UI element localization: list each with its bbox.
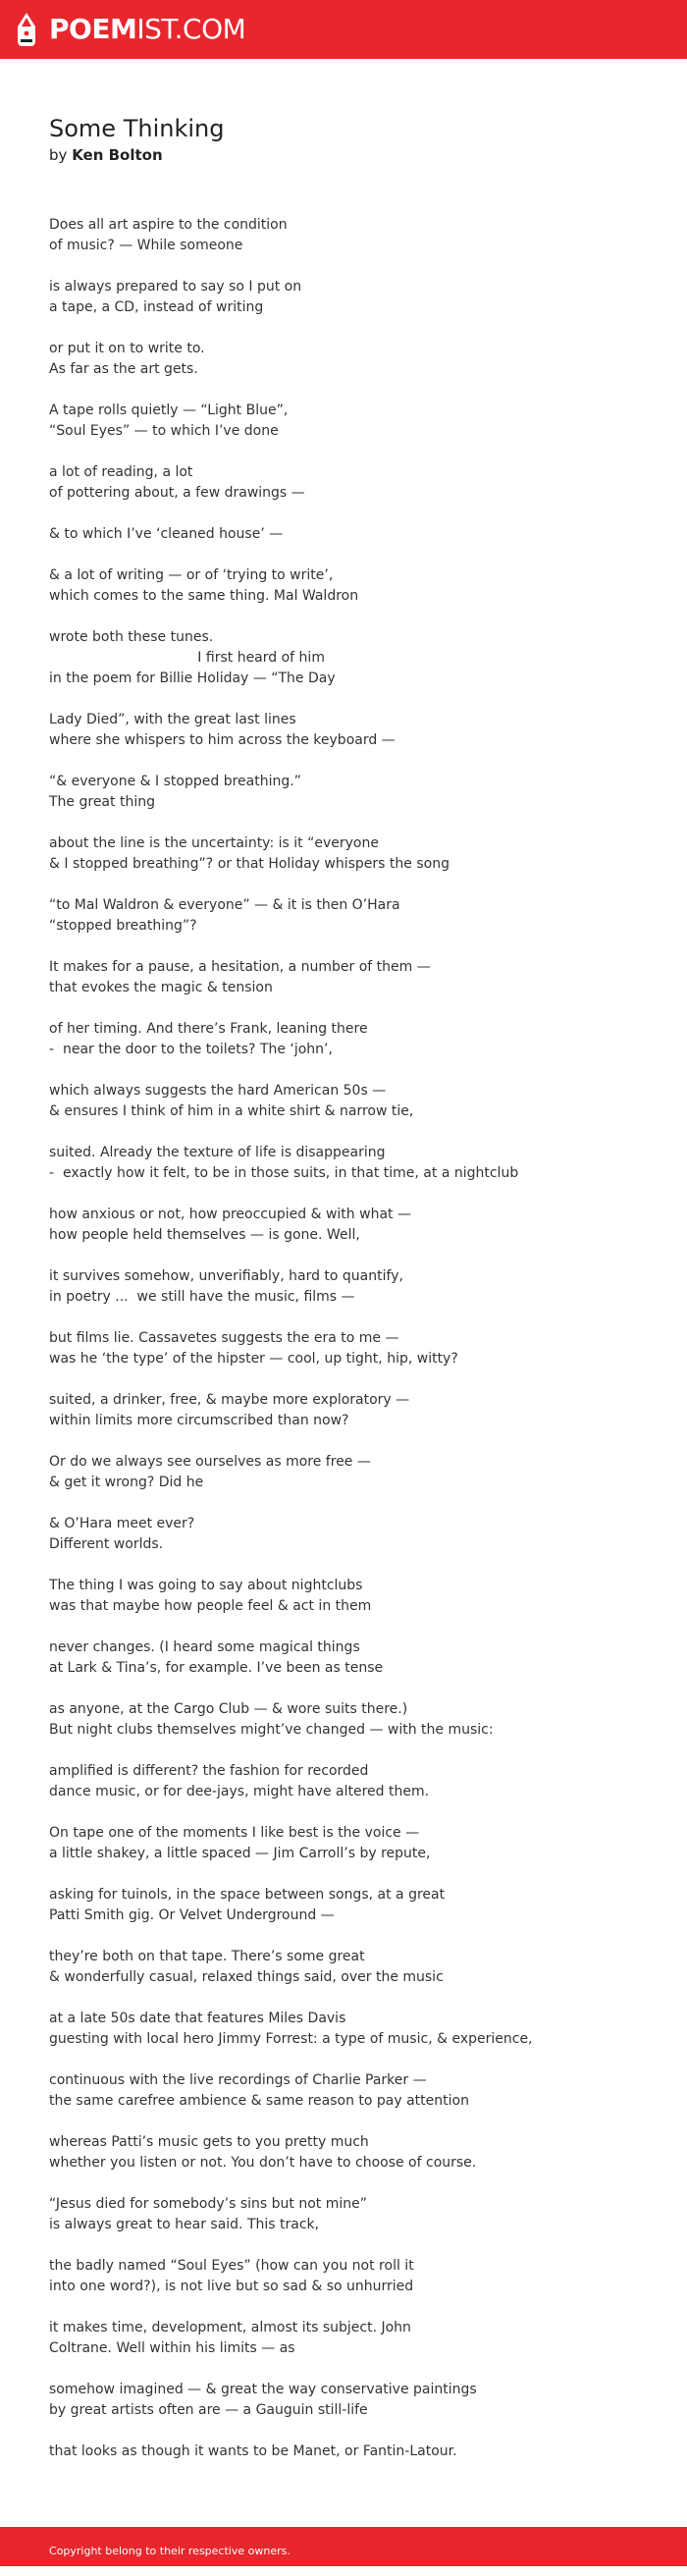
poem-line: but films lie. Cassavetes suggests the era to me —	[49, 1330, 399, 1346]
poem-stanza	[49, 2132, 658, 2174]
poem-line: or put it on to write to.	[49, 341, 205, 356]
poem-stanza	[49, 401, 658, 442]
poem-line: is always great to hear said. This track,	[49, 2217, 320, 2232]
poem-line: within limits more circumscribed than now?	[49, 1413, 349, 1428]
poem-stanza	[49, 1019, 658, 1060]
poem-line: a little shakey, a little spaced — Jim Carroll’s by repute,	[49, 1846, 431, 1861]
poem-line: they’re both on that tape. There’s some great	[49, 1949, 365, 1964]
poem-line: it makes time, development, almost its subject. John	[49, 2320, 411, 2335]
poem-line: “& everyone & I stopped breathing.”	[49, 774, 301, 789]
poem-stanza	[49, 2442, 658, 2462]
poem-line: “Jesus died for somebody’s sins but not mine”	[49, 2196, 367, 2212]
poem-body	[49, 215, 658, 2483]
poem-line: “to Mal Waldron & everyone” — & it is then O’Hara	[49, 897, 400, 913]
poem-line: & wonderfully casual, relaxed things said, over the music	[49, 1969, 444, 1985]
poem-line: of her timing. And there’s Frank, leaning there	[49, 1021, 368, 1037]
poem-line: The great thing	[49, 794, 155, 810]
site-header	[0, 0, 687, 59]
poem-line: guesting with local hero Jimmy Forrest: a type of music, & experience,	[49, 2031, 533, 2047]
poem-stanza	[49, 1699, 658, 1741]
copyright-notice: Copyright belong to their respective owners.	[49, 2545, 291, 2557]
poem-line: whereas Patti’s music gets to you pretty much	[49, 2134, 369, 2150]
poem-line: But night clubs themselves might’ve changed — with the music:	[49, 1722, 494, 1738]
poem-stanza	[49, 462, 658, 504]
poem-line: Or do we always see ourselves as more free —	[49, 1454, 371, 1470]
pen-nib-icon	[16, 12, 37, 47]
poem-stanza	[49, 627, 658, 689]
poem-stanza	[49, 772, 658, 813]
poem-line: that evokes the magic & tension	[49, 980, 273, 995]
poem-line: whether you listen or not. You don’t have to choose of course.	[49, 2155, 477, 2171]
poem-line: As far as the art gets.	[49, 361, 198, 377]
poem-line: how people held themselves — is gone. Well,	[49, 1227, 360, 1243]
poem-line: & I stopped breathing”? or that Holiday whispers the song	[49, 856, 449, 872]
poem-line: & ensures I think of him in a white shirt & narrow tie,	[49, 1103, 414, 1119]
poem-byline	[49, 144, 163, 166]
poem-line: On tape one of the moments I like best is the voice —	[49, 1825, 420, 1841]
poem-stanza	[49, 957, 658, 998]
poem-stanza	[49, 277, 658, 318]
poem-line: amplified is different? the fashion for recorded	[49, 1763, 369, 1779]
poem-line: that looks as though it wants to be Manet, or Fantin-Latour.	[49, 2443, 457, 2459]
poem-line: A tape rolls quietly — “Light Blue”,	[49, 402, 289, 418]
poem-line: of music? — While someone	[49, 238, 243, 253]
poem-stanza	[49, 1452, 658, 1493]
poem-stanza	[49, 895, 658, 937]
poem-line: & O’Hara meet ever?	[49, 1516, 195, 1531]
poem-line: The thing I was going to say about nightclubs	[49, 1578, 363, 1593]
byline-prefix: by	[49, 146, 68, 164]
poem-stanza	[49, 215, 658, 256]
author-link[interactable]: Ken Bolton	[72, 146, 163, 164]
logo-text-light: IST.COM	[136, 13, 246, 45]
poem-line: about the line is the uncertainty: is it “everyone	[49, 835, 379, 851]
poem-stanza	[49, 1576, 658, 1617]
poem-line: which comes to the same thing. Mal Waldron	[49, 588, 359, 604]
poem-stanza	[49, 1205, 658, 1246]
poem-stanza	[49, 2318, 658, 2359]
poem-stanza	[49, 1823, 658, 1864]
poem-line: Lady Died”, with the great last lines	[49, 712, 296, 727]
poem-stanza	[49, 2194, 658, 2235]
poem-line: which always suggests the hard American 50s —	[49, 1083, 387, 1099]
poem-line: in poetry ... we still have the music, films —	[49, 1289, 355, 1305]
poem-line: into one word?), is not live but so sad & so unhurried	[49, 2279, 414, 2294]
logo-text	[49, 12, 245, 47]
poem-line: a lot of reading, a lot	[49, 464, 193, 480]
poem-stanza	[49, 2380, 658, 2421]
poem-stanza	[49, 1947, 658, 1988]
poem-stanza	[49, 339, 658, 380]
poem-stanza	[49, 1266, 658, 1308]
poem-line: how anxious or not, how preoccupied & with what —	[49, 1207, 411, 1222]
site-logo[interactable]	[16, 12, 245, 47]
poem-line: dance music, or for dee-jays, might have altered them.	[49, 1784, 430, 1799]
poem-line: “stopped breathing”?	[49, 918, 197, 934]
poem-line: it survives somehow, unverifiably, hard to quantify,	[49, 1268, 403, 1284]
poem-stanza	[49, 565, 658, 607]
logo-text-bold: POEM	[49, 13, 137, 45]
poem-line: never changes. (I heard some magical things	[49, 1639, 360, 1655]
poem-stanza	[49, 1390, 658, 1431]
poem-line: wrote both these tunes.	[49, 629, 214, 645]
poem-line: & get it wrong? Did he	[49, 1475, 204, 1490]
poem-title: Some Thinking	[49, 115, 225, 142]
poem-line: Patti Smith gig. Or Velvet Underground —	[49, 1907, 335, 1923]
poem-line: at a late 50s date that features Miles Davis	[49, 2011, 346, 2026]
poem-stanza	[49, 1514, 658, 1555]
poem-line: & to which I’ve ‘cleaned house’ —	[49, 526, 284, 542]
poem-line: Does all art aspire to the condition	[49, 217, 288, 233]
poem-stanza	[49, 1081, 658, 1122]
poem-line: in the poem for Billie Holiday — “The Day	[49, 671, 336, 686]
poem-line: suited, a drinker, free, & maybe more exploratory —	[49, 1392, 410, 1408]
poem-line: by great artists often are — a Gauguin still-life	[49, 2402, 368, 2418]
poem-line: somehow imagined — & great the way conservative paintings	[49, 2382, 477, 2397]
poem-line: I first heard of him	[49, 650, 325, 666]
poem-stanza	[49, 1637, 658, 1679]
poem-stanza	[49, 1761, 658, 1802]
poem-stanza	[49, 524, 658, 545]
poem-line: It makes for a pause, a hesitation, a number of them —	[49, 959, 431, 975]
poem-line: at Lark & Tina’s, for example. I’ve been as tense	[49, 1660, 384, 1676]
poem-line: - exactly how it felt, to be in those suits, in that time, at a nightclub	[49, 1165, 519, 1181]
poem-stanza	[49, 2009, 658, 2050]
poem-stanza	[49, 2256, 658, 2297]
poem-line: asking for tuinols, in the space between songs, at a great	[49, 1887, 446, 1903]
poem-line: Coltrane. Well within his limits — as	[49, 2340, 295, 2356]
poem-line: was he ‘the type’ of the hipster — cool, up tight, hip, witty?	[49, 1351, 458, 1367]
poem-stanza	[49, 710, 658, 751]
poem-line: & a lot of writing — or of ‘trying to write’,	[49, 567, 334, 583]
poem-line: “Soul Eyes” — to which I’ve done	[49, 423, 279, 439]
poem-stanza	[49, 1885, 658, 1926]
poem-line: - near the door to the toilets? The ‘john’,	[49, 1042, 333, 1057]
poem-stanza	[49, 833, 658, 875]
poem-stanza	[49, 2070, 658, 2112]
poem-line: the same carefree ambience & same reason to pay attention	[49, 2093, 469, 2109]
poem-line: as anyone, at the Cargo Club — & wore suits there.)	[49, 1701, 408, 1717]
poem-line: suited. Already the texture of life is disappearing	[49, 1145, 386, 1160]
poem-line: the badly named “Soul Eyes” (how can you not roll it	[49, 2258, 414, 2274]
poem-line: is always prepared to say so I put on	[49, 279, 302, 295]
poem-line: was that maybe how people feel & act in them	[49, 1598, 372, 1614]
poem-line: a tape, a CD, instead of writing	[49, 299, 264, 315]
poem-line: continuous with the live recordings of Charlie Parker —	[49, 2072, 427, 2088]
poem-stanza	[49, 1143, 658, 1184]
site-footer	[0, 2527, 687, 2566]
poem-stanza	[49, 1328, 658, 1369]
poem-line: where she whispers to him across the keyboard —	[49, 732, 396, 748]
poem-line: of pottering about, a few drawings —	[49, 485, 305, 501]
poem-line: Different worlds.	[49, 1536, 164, 1552]
